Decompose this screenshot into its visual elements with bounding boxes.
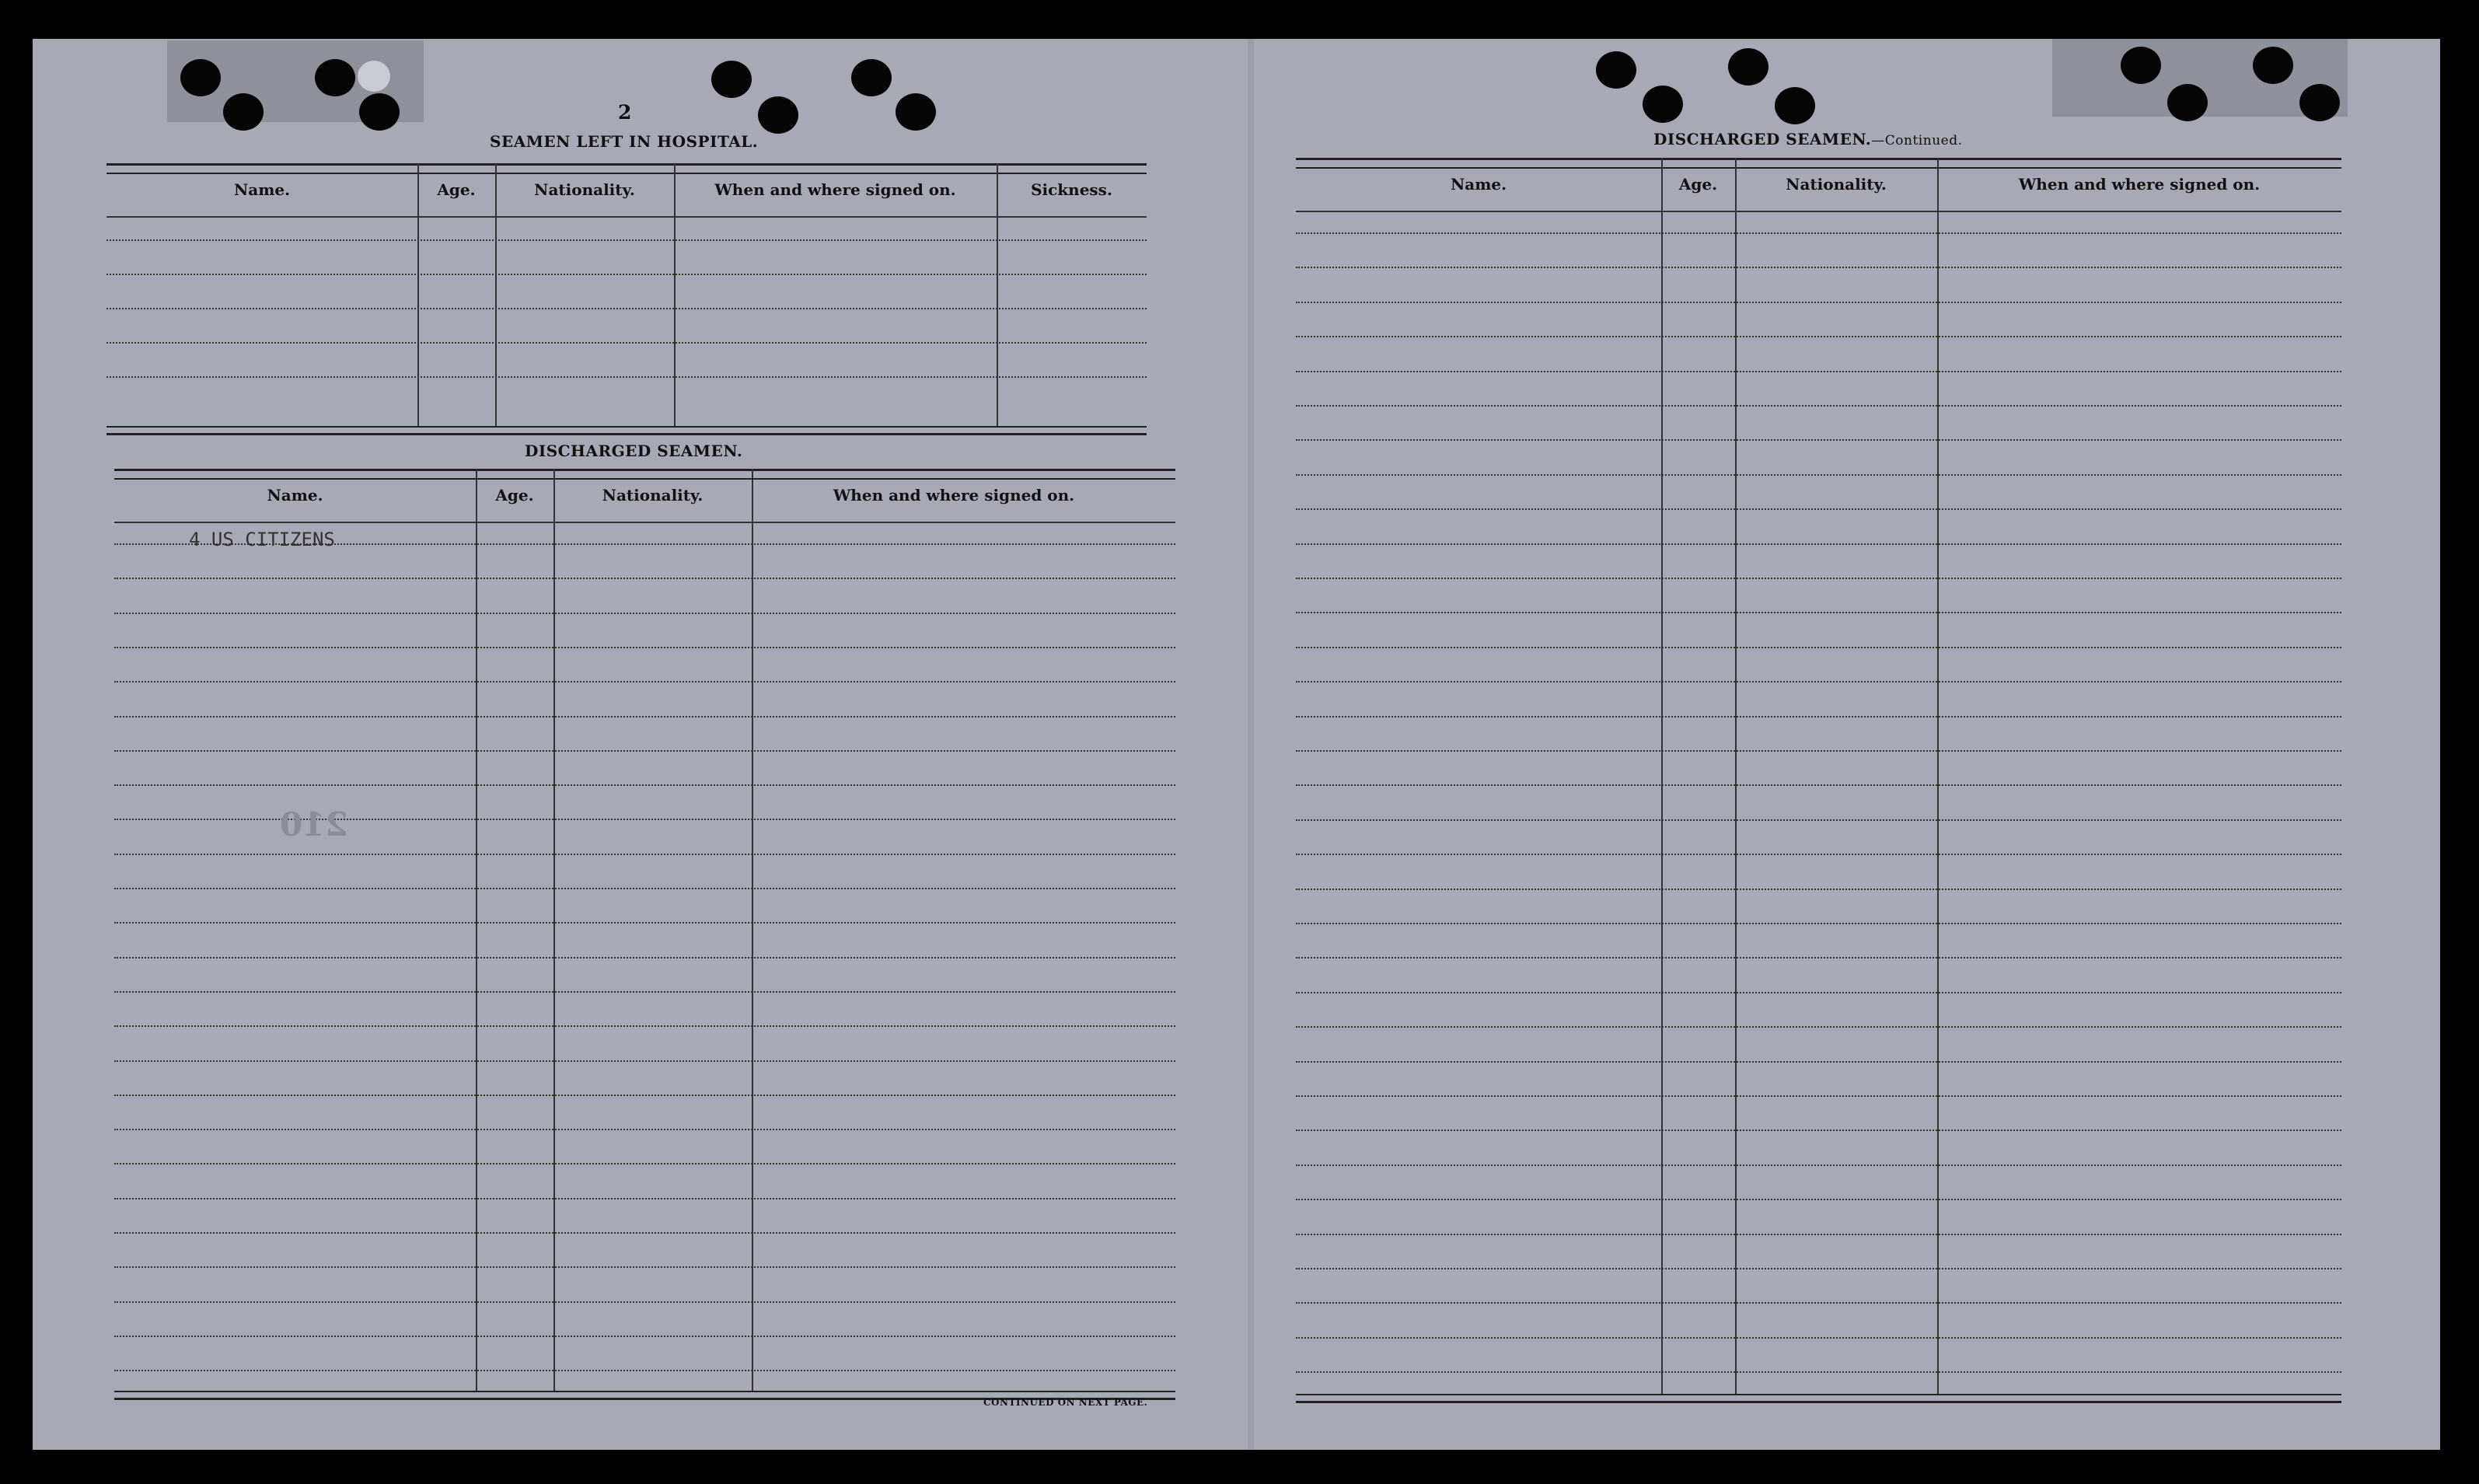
table-row — [1296, 1337, 2341, 1339]
table-row — [114, 750, 1175, 752]
table-row — [1296, 992, 2341, 993]
table-row — [114, 1060, 1175, 1062]
table-row — [1296, 1234, 2341, 1235]
table-row — [106, 274, 1147, 275]
table-row — [114, 957, 1175, 958]
punch-hole — [2299, 84, 2340, 121]
table-row — [1296, 267, 2341, 268]
table-row — [114, 1232, 1175, 1234]
discharged-continued-table — [1296, 158, 2341, 1399]
discharged-col-age: Age. — [495, 486, 534, 505]
punch-hole — [1728, 48, 1768, 86]
punch-hole — [180, 59, 221, 96]
table-row — [1296, 612, 2341, 613]
discharged-col-nationality: Nationality. — [602, 486, 704, 505]
table-row — [1296, 819, 2341, 821]
table-row — [1296, 1199, 2341, 1200]
table-row — [114, 1266, 1175, 1268]
table-row — [1296, 854, 2341, 855]
punch-hole — [896, 93, 936, 131]
table-row — [114, 1370, 1175, 1371]
table-row — [114, 613, 1175, 614]
faded-stamp: 210 — [280, 805, 348, 843]
table-row — [1296, 1095, 2341, 1097]
discharged-table — [114, 469, 1175, 1396]
punch-hole — [358, 61, 390, 92]
punch-hole — [1775, 87, 1815, 124]
table-row — [1296, 302, 2341, 303]
table-row — [114, 1095, 1175, 1096]
hospital-col-name: Name. — [233, 180, 291, 199]
table-row — [114, 819, 1175, 820]
hospital-section-title: SEAMEN LEFT IN HOSPITAL. — [490, 132, 759, 151]
punch-hole — [359, 93, 400, 131]
table-row — [1296, 336, 2341, 337]
table-row — [1296, 889, 2341, 890]
table-row — [1296, 923, 2341, 924]
table-row — [1296, 508, 2341, 510]
continued-col-when-where: When and where signed on. — [2018, 175, 2261, 194]
punch-hole — [223, 93, 264, 131]
table-row — [106, 376, 1147, 378]
table-row — [114, 1025, 1175, 1027]
hospital-col-age: Age. — [437, 180, 476, 199]
punch-hole — [1643, 86, 1683, 123]
table-row — [114, 716, 1175, 718]
table-row — [114, 854, 1175, 855]
table-row — [114, 784, 1175, 786]
table-row — [1296, 784, 2341, 786]
table-row — [1296, 1302, 2341, 1304]
continued-col-nationality: Nationality. — [1786, 175, 1887, 194]
table-row — [114, 578, 1175, 579]
table-row — [1296, 647, 2341, 648]
punch-hole — [711, 61, 752, 98]
table-row — [114, 647, 1175, 648]
table-row — [1296, 1371, 2341, 1373]
hospital-col-sickness: Sickness. — [1031, 180, 1112, 199]
table-row — [114, 991, 1175, 993]
table-row — [1296, 681, 2341, 683]
discharged-continued-title-main: DISCHARGED SEAMEN. — [1653, 130, 1872, 148]
table-row — [114, 1163, 1175, 1165]
table-row — [106, 239, 1147, 241]
table-row — [1296, 371, 2341, 372]
page-fold — [1248, 39, 1254, 1450]
discharged-col-name: Name. — [267, 486, 323, 505]
table-row — [114, 681, 1175, 683]
discharged-entry-text: 4 US CITIZENS — [189, 529, 335, 550]
punch-hole — [758, 96, 798, 134]
table-row — [1296, 1268, 2341, 1269]
table-row — [1296, 232, 2341, 234]
table-row — [1296, 750, 2341, 752]
table-row — [1296, 1061, 2341, 1063]
table-row — [106, 342, 1147, 344]
punch-hole — [1596, 51, 1636, 89]
table-row — [114, 922, 1175, 924]
continued-col-age: Age. — [1678, 175, 1718, 194]
table-row — [1296, 1130, 2341, 1131]
punch-hole — [851, 59, 892, 96]
table-row — [1296, 1026, 2341, 1028]
table-row — [1296, 578, 2341, 579]
table-row — [1296, 1165, 2341, 1166]
hospital-col-when-where: When and where signed on. — [714, 180, 956, 199]
table-row — [114, 888, 1175, 889]
page-number: 2 — [618, 101, 632, 124]
punch-hole — [2253, 47, 2293, 84]
table-row — [114, 1129, 1175, 1130]
table-row — [1296, 957, 2341, 958]
table-row — [1296, 716, 2341, 718]
discharged-section-title: DISCHARGED SEAMEN. — [525, 442, 743, 460]
table-row — [114, 1198, 1175, 1199]
table-row — [114, 1301, 1175, 1303]
discharged-continued-title — [1653, 130, 1963, 148]
punch-hole — [2121, 47, 2161, 84]
hospital-table — [106, 163, 1147, 431]
punch-hole — [315, 59, 355, 96]
continued-col-name: Name. — [1450, 175, 1507, 194]
punch-hole — [2167, 84, 2208, 121]
hospital-col-nationality: Nationality. — [534, 180, 635, 199]
table-row — [106, 308, 1147, 309]
table-row — [1296, 474, 2341, 476]
discharged-continued-title-suffix: —Continued. — [1871, 133, 1963, 148]
continued-note: CONTINUED ON NEXT PAGE. — [983, 1397, 1148, 1408]
table-row — [1296, 439, 2341, 441]
table-row — [114, 1336, 1175, 1337]
table-row — [1296, 543, 2341, 545]
table-row — [1296, 405, 2341, 407]
discharged-col-when-where: When and where signed on. — [833, 486, 1075, 505]
